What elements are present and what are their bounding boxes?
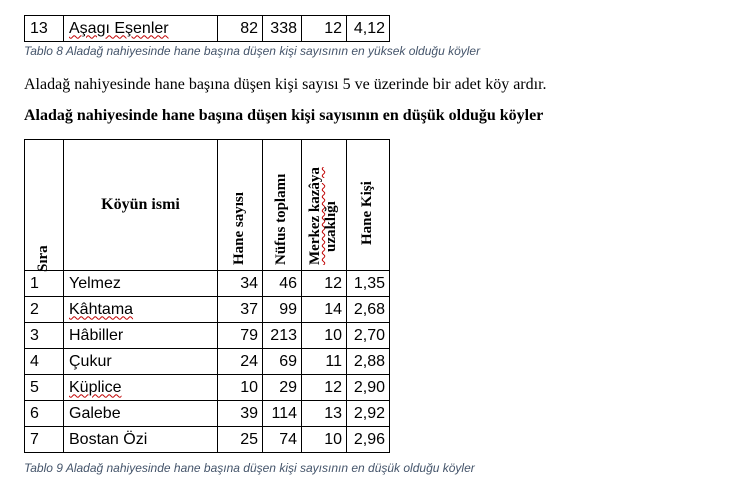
village-name: Kâhtama: [64, 297, 218, 323]
household-count: 34: [218, 271, 263, 297]
table-row: [25, 271, 390, 297]
persons-per-household: 2,90: [347, 375, 390, 401]
village-name: Bostan Özi: [64, 427, 218, 453]
table-body: [25, 271, 390, 453]
distance-to-center: 12: [302, 16, 347, 42]
row-number: 5: [25, 375, 64, 401]
row-number: 6: [25, 401, 64, 427]
header-sira: Sıra: [25, 140, 64, 271]
household-count: 37: [218, 297, 263, 323]
persons-per-household: 4,12: [347, 16, 390, 42]
persons-per-household: 2,96: [347, 427, 390, 453]
row-number: 7: [25, 427, 64, 453]
header-kisi: Hane Kişi: [347, 140, 390, 271]
table-row: [25, 349, 390, 375]
village-name: Yelmez: [64, 271, 218, 297]
row-number: 2: [25, 297, 64, 323]
persons-per-household: 2,92: [347, 401, 390, 427]
population-total: 213: [263, 323, 302, 349]
distance-to-center: 12: [302, 375, 347, 401]
table-row: [25, 16, 390, 42]
header-merkez-line1: Merkez kazâya: [307, 167, 323, 265]
household-count: 39: [218, 401, 263, 427]
population-total: 99: [263, 297, 302, 323]
village-name: Galebe: [64, 401, 218, 427]
household-count: 25: [218, 427, 263, 453]
table-row: [25, 297, 390, 323]
village-name: Küplice: [64, 375, 218, 401]
population-total: 114: [263, 401, 302, 427]
village-name: Çukur: [64, 349, 218, 375]
distance-to-center: 10: [302, 427, 347, 453]
population-total: 74: [263, 427, 302, 453]
table-row: [25, 375, 390, 401]
household-count: 82: [218, 16, 263, 42]
header-hane: Hane sayısı: [218, 140, 263, 271]
village-name: Hâbiller: [64, 323, 218, 349]
section-heading: Aladağ nahiyesinde hane başına düşen kişi sayısının en düşük olduğu köyler: [24, 107, 544, 124]
header-merkez: [302, 140, 347, 271]
row-number: 3: [25, 323, 64, 349]
header-koy: Köyün ismi: [64, 140, 218, 271]
distance-to-center: 11: [302, 349, 347, 375]
population-total: 338: [263, 16, 302, 42]
row-number: 1: [25, 271, 64, 297]
table-row: [25, 427, 390, 453]
persons-per-household: 2,88: [347, 349, 390, 375]
header-nufus: Nüfus toplamı: [263, 140, 302, 271]
household-count: 24: [218, 349, 263, 375]
population-total: 29: [263, 375, 302, 401]
village-name: Aşagı Eşenler: [64, 16, 218, 42]
header-merkez-line2: uzaklığı: [323, 201, 339, 252]
lowest-persons-table: [24, 139, 390, 453]
table-8-caption: Tablo 8 Aladağ nahiyesinde hane başına düşen kişi sayısının en yüksek olduğu köyler: [24, 44, 481, 58]
table-header-row: [25, 140, 390, 271]
persons-per-household: 2,68: [347, 297, 390, 323]
distance-to-center: 13: [302, 401, 347, 427]
table-row: [25, 401, 390, 427]
population-total: 69: [263, 349, 302, 375]
distance-to-center: 12: [302, 271, 347, 297]
population-total: 46: [263, 271, 302, 297]
distance-to-center: 14: [302, 297, 347, 323]
previous-table-last-row: [24, 15, 390, 42]
row-number: 13: [25, 16, 64, 42]
table-row: [25, 323, 390, 349]
household-count: 79: [218, 323, 263, 349]
distance-to-center: 10: [302, 323, 347, 349]
household-count: 10: [218, 375, 263, 401]
table-9-caption: Tablo 9 Aladağ nahiyesinde hane başına düşen kişi sayısının en düşük olduğu köyler: [24, 461, 475, 475]
row-number: 4: [25, 349, 64, 375]
persons-per-household: 2,70: [347, 323, 390, 349]
persons-per-household: 1,35: [347, 271, 390, 297]
body-paragraph: Aladağ nahiyesinde hane başına düşen kişi sayısı 5 ve üzerinde bir adet köy ardır.: [24, 76, 547, 93]
